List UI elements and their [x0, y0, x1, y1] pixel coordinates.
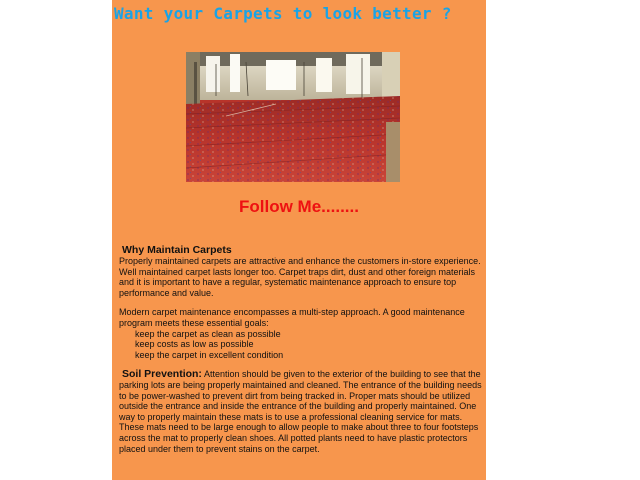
why-maintain-title: Why Maintain Carpets — [122, 244, 232, 256]
modern-maintenance-intro: Modern carpet maintenance encompasses a multi-step approach. A good maintenance program meets these essential goals: — [119, 307, 465, 328]
why-maintain-body: Properly maintained carpets are attractive and enhance the customers in-store experience. Well maintained carpet lasts longer too. Carpet traps dirt, dust and other foreign materials and it is important to have a regular, systematic maintenance approach to ensure top performance and value. — [119, 256, 481, 298]
goal-item: keep the carpet in excellent condition — [135, 349, 284, 360]
soil-prevention-paragraph — [119, 369, 483, 454]
article — [119, 244, 483, 454]
page — [112, 0, 486, 480]
carpet-photo — [186, 52, 400, 182]
soil-prevention-title: Soil Prevention: — [122, 368, 202, 381]
goal-item: keep the carpet as clean as possible — [135, 328, 281, 339]
spacer — [119, 298, 483, 307]
follow-me-text: Follow Me........ — [239, 197, 359, 216]
goal-item: keep costs as low as possible — [135, 339, 254, 350]
headline: Want your Carpets to look better ? — [114, 4, 452, 23]
soil-prevention-body: Attention should be given to the exterior of the building to see that the parking lots are being properly maintained and cleaned. The entrance of the building needs to be power-washed to prevent dirt from being tracked in. Proper mats should be utilized outside the entrance and inside the entrance of the building and properly maintained. One way to properly maintain these mats is to use a professional cleaning service for mats. These mats need to be large enough to allow people to make about three to four footsteps across the mat to properly clean shoes. All potted plants need to have plastic protectors placed under them to prevent stains on the carpet. — [119, 369, 482, 454]
